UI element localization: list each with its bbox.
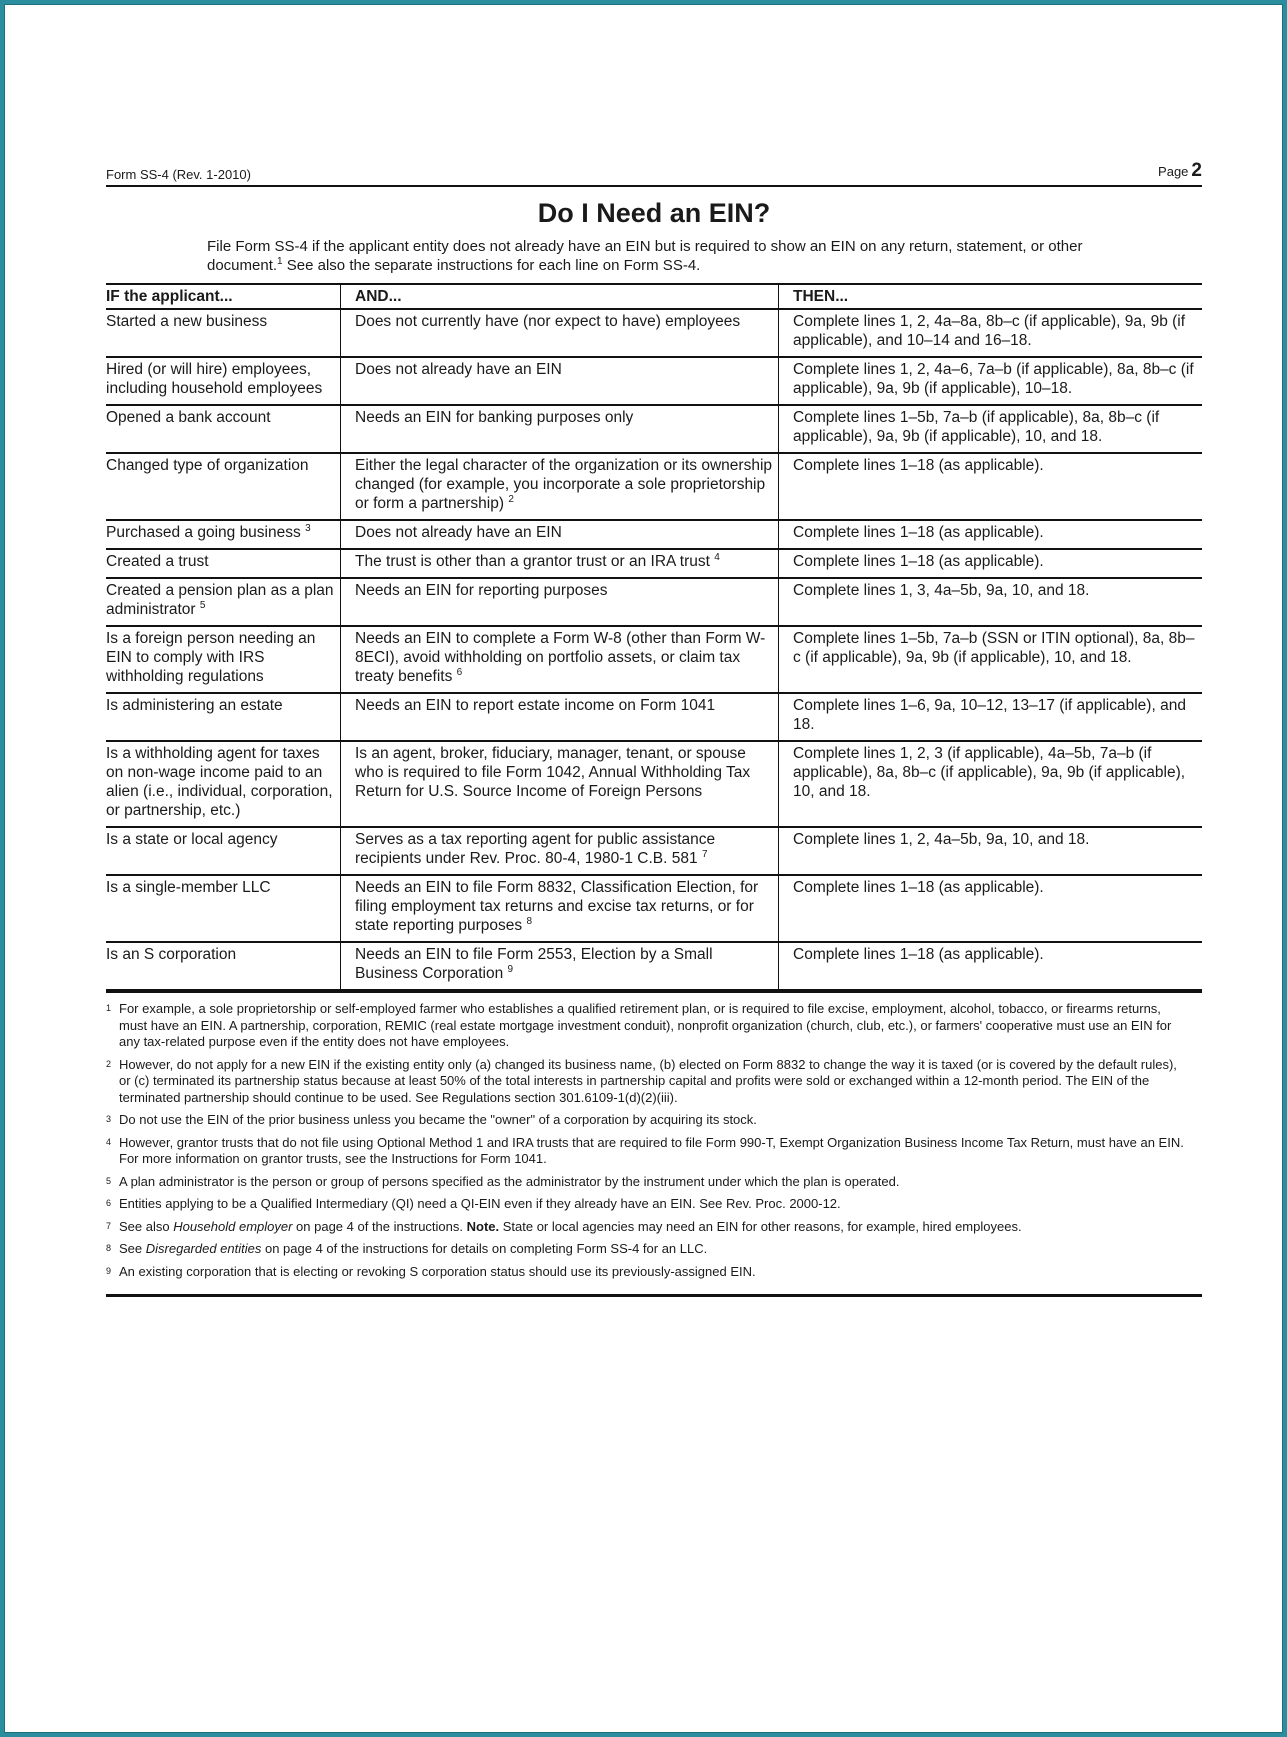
- footnote-ref: 9: [507, 963, 514, 975]
- cell-then: [779, 357, 1203, 405]
- cell-then-text: Complete lines 1, 2, 4a–6, 7a–b (if applicable), 8a, 8b–c (if applicable), 9a, 9b (if applicable), 10–18.: [793, 361, 1194, 397]
- page-indicator: [1158, 160, 1202, 182]
- footnote-text: [119, 1219, 1202, 1236]
- col-and-header: AND...: [341, 284, 779, 309]
- footnote-number: 8: [106, 1243, 112, 1253]
- cell-then-text: Complete lines 1–18 (as applicable).: [793, 457, 1044, 474]
- footnote-pre: However, grantor trusts that do not file using Optional Method 1 and IRA trusts that are required to file Form 990-T, Exempt Organization Business Income Tax Return, must have an EIN. For more information on grantor trusts, see the Instructions for Form 1041.: [119, 1134, 1184, 1166]
- cell-if-text: Created a pension plan as a plan administrator: [106, 582, 334, 618]
- footnote-number: 7: [106, 1220, 112, 1231]
- footnote-pre: See: [119, 1241, 146, 1256]
- cell-then: [779, 693, 1203, 741]
- page-title: Do I Need an EIN?: [537, 198, 771, 228]
- cell-then: [779, 549, 1203, 578]
- footnote-text: [119, 1057, 1202, 1107]
- cell-if-text: Purchased a going business: [106, 524, 301, 541]
- footnote-number: 9: [106, 1265, 112, 1276]
- footnote: [106, 1001, 1202, 1051]
- intro-text: [207, 237, 1144, 275]
- cell-and: [341, 741, 779, 827]
- footnote-text: [119, 1135, 1202, 1168]
- cell-and-text: Does not currently have (nor expect to have) employees: [355, 313, 741, 330]
- cell-then: [779, 875, 1203, 942]
- footnotes: [106, 991, 1202, 1297]
- cell-and: [341, 578, 779, 626]
- ein-table: [106, 283, 1202, 991]
- cell-if: [106, 626, 341, 693]
- cell-then: [779, 520, 1203, 549]
- footnote-text: [119, 1001, 1202, 1051]
- cell-then-text: Complete lines 1–18 (as applicable).: [793, 879, 1044, 896]
- cell-if: [106, 827, 341, 875]
- intro-text-b: See also the separate instructions for each line on Form SS-4.: [282, 257, 701, 274]
- footnote: [106, 1264, 1202, 1281]
- table-row: [106, 626, 1202, 693]
- table-header-row: [106, 284, 1202, 309]
- table-row: [106, 309, 1202, 357]
- cell-then: [779, 453, 1203, 520]
- cell-and-text: Does not already have an EIN: [355, 361, 562, 378]
- footnote-number: 1: [106, 1003, 112, 1013]
- table-row: [106, 453, 1202, 520]
- footnote-text: [119, 1264, 1202, 1281]
- table-row: [106, 520, 1202, 549]
- footnote-ref: 7: [701, 848, 708, 860]
- footnote-ref: 4: [714, 551, 720, 563]
- footnote: [106, 1219, 1202, 1236]
- footnote-pre: However, do not apply for a new EIN if the existing entity only (a) changed its business name, (b) elected on Form 8832 to change the way it is taxed (or is covered by the default rules), or (c) terminated its partnership status because at least 50% of the total interests in partnership capital and profits were sold or exchanged within a 12-month period. The EIN of the terminated partnership should continue to be used. See Regulations section 301.6109-1(d)(2)(iii).: [119, 1056, 1177, 1105]
- footnote-number: 6: [106, 1198, 112, 1208]
- footnote-ref: 2: [508, 493, 514, 505]
- cell-if-text: Is an S corporation: [106, 946, 237, 963]
- footnote-number: 2: [106, 1058, 112, 1069]
- cell-if: [106, 942, 341, 990]
- cell-and: [341, 453, 779, 520]
- cell-if-text: Is a single-member LLC: [106, 879, 271, 896]
- table-row: [106, 827, 1202, 875]
- footnote: [106, 1196, 1202, 1213]
- footnote-strong2: Note.: [466, 1218, 500, 1234]
- footnote-post: on page 4 of the instructions.: [292, 1218, 467, 1234]
- footnote: [106, 1174, 1202, 1191]
- footnote-number: 4: [106, 1136, 112, 1147]
- cell-and-text: Needs an EIN to report estate income on Form 1041: [355, 697, 716, 714]
- table-row: [106, 741, 1202, 827]
- cell-and-text: Either the legal character of the organization or its ownership changed (for example, you incorporate a sole proprietorship or form a partnership): [355, 457, 773, 512]
- intro-sup: 1: [277, 256, 283, 267]
- cell-then-text: Complete lines 1–6, 9a, 10–12, 13–17 (if applicable), and 18.: [793, 697, 1186, 733]
- cell-then: [779, 626, 1203, 693]
- footnote-ref: 6: [456, 666, 463, 678]
- cell-and-text: Does not already have an EIN: [355, 524, 562, 541]
- footnote-number: 5: [106, 1175, 112, 1186]
- cell-if: [106, 405, 341, 453]
- form-page: [106, 160, 1202, 1297]
- cell-then: [779, 741, 1203, 827]
- cell-if: [106, 875, 341, 942]
- cell-if: [106, 357, 341, 405]
- cell-and: [341, 693, 779, 741]
- footnote-em: Household employer: [173, 1218, 293, 1234]
- cell-then-text: Complete lines 1–18 (as applicable).: [793, 946, 1044, 963]
- footnote-pre: A plan administrator is the person or group of persons specified as the administrator by the instrument under which the plan is operated.: [119, 1173, 900, 1189]
- cell-then-text: Complete lines 1–5b, 7a–b (SSN or ITIN optional), 8a, 8b–c (if applicable), 9a, 9b (if applicable), 10, and 18.: [793, 630, 1195, 666]
- cell-and-text: Needs an EIN to file Form 8832, Classification Election, for filing employment tax returns and excise tax returns, or for state reporting purposes: [355, 879, 759, 934]
- col-if-header: IF the applicant...: [106, 284, 341, 309]
- footnote-text: [119, 1196, 1202, 1213]
- cell-then: [779, 405, 1203, 453]
- table-row: [106, 875, 1202, 942]
- cell-if: [106, 549, 341, 578]
- table-row: [106, 357, 1202, 405]
- cell-if: [106, 578, 341, 626]
- cell-if: [106, 520, 341, 549]
- footnote-pre: See also: [119, 1218, 174, 1234]
- page-label: Page: [1158, 164, 1189, 179]
- footnote-pre: Entities applying to be a Qualified Intermediary (QI) need a QI-EIN even if they already have an EIN. See Rev. Proc. 2000-12.: [119, 1196, 841, 1211]
- cell-and-text: Needs an EIN to file Form 2553, Election by a Small Business Corporation: [355, 946, 713, 982]
- cell-if: [106, 309, 341, 357]
- footnote: [106, 1135, 1202, 1168]
- cell-then: [779, 827, 1203, 875]
- footnote-post: on page 4 of the instructions for details on completing Form SS-4 for an LLC.: [261, 1241, 708, 1256]
- cell-then-text: Complete lines 1–18 (as applicable).: [793, 553, 1044, 570]
- page-header: [106, 160, 1202, 187]
- form-label: Form SS-4 (Rev. 1-2010): [106, 167, 251, 182]
- footnote-ref: 5: [199, 599, 206, 611]
- cell-then-text: Complete lines 1, 2, 4a–5b, 9a, 10, and 18.: [793, 831, 1090, 848]
- cell-if-text: Is a withholding agent for taxes on non-wage income paid to an alien (i.e., individual, corporation, or partnership, etc.): [106, 745, 333, 819]
- cell-and: [341, 309, 779, 357]
- cell-if-text: Created a trust: [106, 553, 209, 570]
- footnote: [106, 1057, 1202, 1107]
- cell-and-text: Needs an EIN to complete a Form W-8 (other than Form W-8ECI), avoid withholding on portfolio assets, or claim tax treaty benefits: [355, 630, 766, 685]
- cell-if-text: Hired (or will hire) employees, including household employees: [106, 361, 323, 397]
- cell-if: [106, 741, 341, 827]
- cell-and: [341, 357, 779, 405]
- cell-then-text: Complete lines 1, 3, 4a–5b, 9a, 10, and 18.: [793, 582, 1090, 599]
- footnote-em: Disregarded entities: [145, 1241, 262, 1256]
- cell-and: [341, 626, 779, 693]
- table-row: [106, 942, 1202, 990]
- cell-if-text: Is administering an estate: [106, 697, 283, 714]
- footnote-number: 3: [106, 1114, 112, 1124]
- cell-then: [779, 942, 1203, 990]
- footnote-pre: For example, a sole proprietorship or self-employed farmer who establishes a qualified retirement plan, or is required to file excise, employment, alcohol, tobacco, or firearms returns, must have an EIN. A partnership, corporation, REMIC (real estate mortgage investment conduit), nonprofit organization (church, club, etc.), or farmers' cooperative must use an EIN for any tax-related purpose even if the entity does not have employees.: [119, 1001, 1172, 1049]
- footnote-text: [119, 1174, 1202, 1191]
- cell-if-text: Started a new business: [106, 313, 268, 330]
- cell-and: [341, 549, 779, 578]
- cell-and-text: Needs an EIN for reporting purposes: [355, 582, 608, 599]
- footnote-pre: Do not use the EIN of the prior business unless you became the "owner" of a corporation by acquiring its stock.: [119, 1112, 757, 1127]
- page-frame: [4, 4, 1283, 1733]
- footnote-text: [119, 1112, 1202, 1129]
- cell-then-text: Complete lines 1, 2, 3 (if applicable), 4a–5b, 7a–b (if applicable), 8a, 8b–c (if applicable), 9a, 9b (if applicable), 10, and 18.: [793, 745, 1186, 800]
- table-row: [106, 549, 1202, 578]
- footnote-text: [119, 1241, 1202, 1258]
- table-row: [106, 405, 1202, 453]
- cell-then-text: Complete lines 1–5b, 7a–b (if applicable), 8a, 8b–c (if applicable), 9a, 9b (if applicable), 10, and 18.: [793, 409, 1160, 445]
- cell-and-text: Is an agent, broker, fiduciary, manager, tenant, or spouse who is required to file Form 1042, Annual Withholding Tax Return for U.S. Source Income of Foreign Persons: [355, 745, 751, 800]
- footnote-ref: 8: [526, 915, 533, 927]
- cell-and: [341, 827, 779, 875]
- cell-if-text: Changed type of organization: [106, 457, 309, 474]
- footnote-post2: State or local agencies may need an EIN for other reasons, for example, hired employees.: [499, 1218, 1022, 1234]
- cell-then: [779, 309, 1203, 357]
- page-number: 2: [1191, 160, 1202, 181]
- footnote-ref: 3: [305, 522, 311, 534]
- cell-then-text: Complete lines 1, 2, 4a–8a, 8b–c (if applicable), 9a, 9b (if applicable), and 10–14 and 16–18.: [793, 313, 1186, 349]
- cell-and-text: The trust is other than a grantor trust or an IRA trust: [355, 553, 710, 570]
- col-then-header: THEN...: [779, 284, 1203, 309]
- cell-and-text: Serves as a tax reporting agent for public assistance recipients under Rev. Proc. 80-4, 1980-1 C.B. 581: [355, 831, 716, 867]
- cell-if-text: Is a state or local agency: [106, 831, 278, 848]
- cell-if-text: Is a foreign person needing an EIN to comply with IRS withholding regulations: [106, 630, 316, 685]
- footnote: [106, 1112, 1202, 1129]
- cell-if: [106, 453, 341, 520]
- cell-and: [341, 405, 779, 453]
- cell-and: [341, 520, 779, 549]
- table-body: [106, 309, 1202, 990]
- cell-then-text: Complete lines 1–18 (as applicable).: [793, 524, 1044, 541]
- table-row: [106, 693, 1202, 741]
- footnote: [106, 1241, 1202, 1258]
- cell-if: [106, 693, 341, 741]
- cell-if-text: Opened a bank account: [106, 409, 271, 426]
- footnote-pre: An existing corporation that is electing or revoking S corporation status should use its previously-assigned EIN.: [119, 1263, 756, 1279]
- cell-and-text: Needs an EIN for banking purposes only: [355, 409, 634, 426]
- cell-then: [779, 578, 1203, 626]
- table-row: [106, 578, 1202, 626]
- intro-text-a: File Form SS-4 if the applicant entity does not already have an EIN but is required to show an EIN on any return, statement, or other document.: [207, 238, 1083, 274]
- cell-and: [341, 942, 779, 990]
- cell-and: [341, 875, 779, 942]
